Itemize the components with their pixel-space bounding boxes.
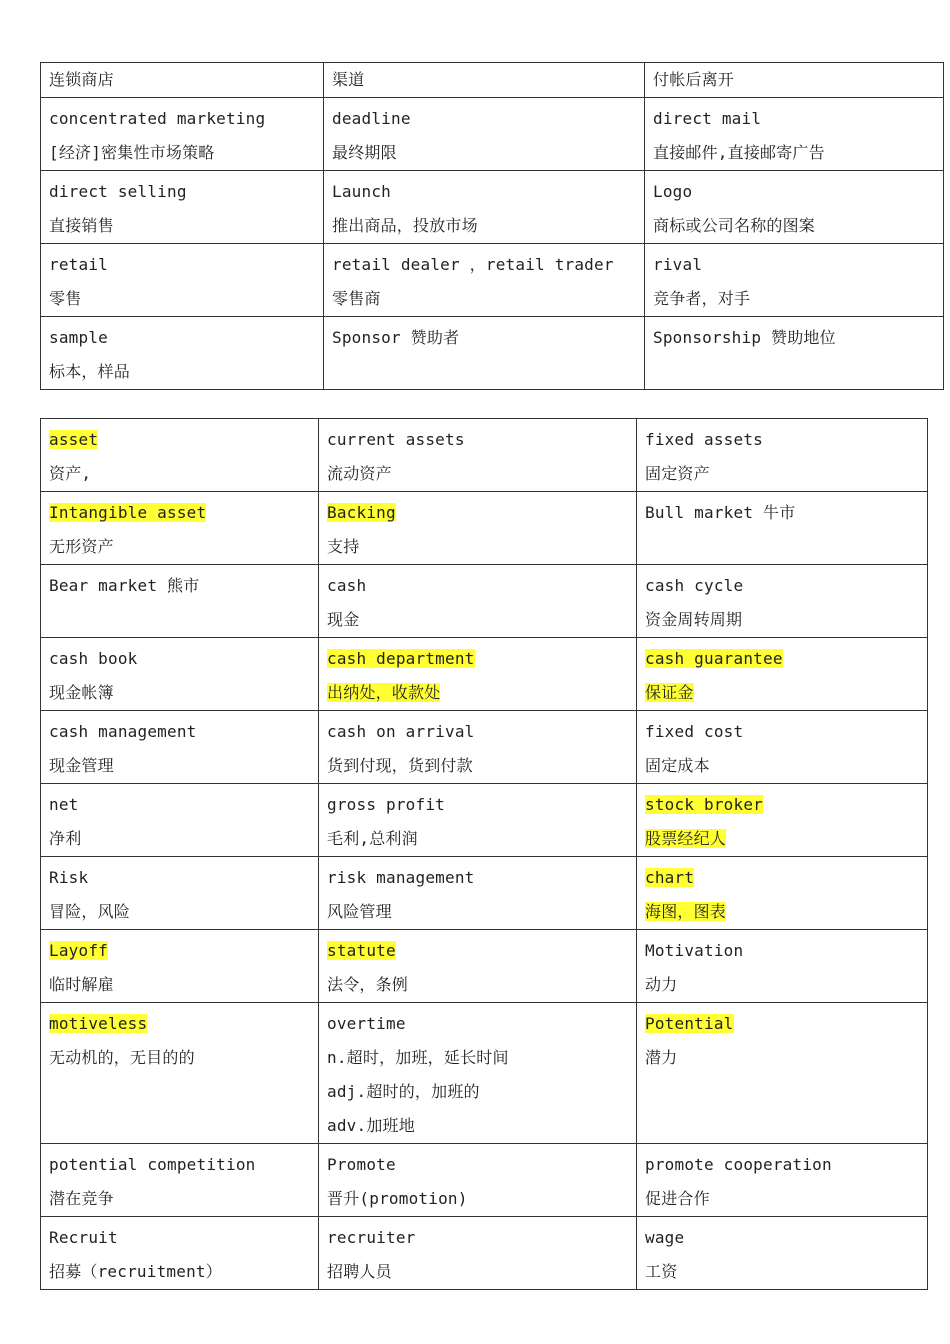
table-cell bbox=[637, 1003, 928, 1144]
definition-text: 推出商品，投放市场 bbox=[332, 216, 478, 235]
table-cell bbox=[645, 63, 944, 98]
term-text: wage bbox=[645, 1228, 685, 1247]
term-text: cash cycle bbox=[645, 576, 744, 595]
table-cell bbox=[41, 317, 324, 390]
table-cell bbox=[637, 565, 928, 638]
term-text: cash book bbox=[49, 649, 138, 668]
table-row bbox=[41, 317, 944, 390]
term-text: Layoff bbox=[49, 941, 108, 960]
term-text: 渠道 bbox=[332, 70, 365, 89]
table-cell bbox=[319, 565, 637, 638]
vocabulary-table-finance bbox=[40, 418, 928, 1290]
definition-text: 毛利,总利润 bbox=[327, 829, 418, 848]
term-text: retail dealer ，retail trader bbox=[332, 255, 614, 274]
definition-text: 现金 bbox=[327, 610, 360, 629]
term-text: stock broker bbox=[645, 795, 763, 814]
definition-text: adv.加班地 bbox=[327, 1116, 415, 1135]
term-text: potential competition bbox=[49, 1155, 256, 1174]
term-text: cash on arrival bbox=[327, 722, 475, 741]
definition-text: 固定成本 bbox=[645, 756, 710, 775]
definition-text: 零售商 bbox=[332, 289, 381, 308]
definition-text: 冒险，风险 bbox=[49, 902, 131, 921]
table-cell bbox=[319, 857, 637, 930]
term-text: Logo bbox=[653, 182, 693, 201]
table-row bbox=[41, 1217, 928, 1290]
term-text: cash bbox=[327, 576, 367, 595]
term-text: fixed assets bbox=[645, 430, 763, 449]
table-cell bbox=[41, 930, 319, 1003]
table-row bbox=[41, 1144, 928, 1217]
definition-text: 无动机的，无目的的 bbox=[49, 1048, 195, 1067]
definition-text: 固定资产 bbox=[645, 464, 710, 483]
table-cell bbox=[637, 638, 928, 711]
term-text: cash department bbox=[327, 649, 475, 668]
term-text: statute bbox=[327, 941, 396, 960]
table-cell bbox=[319, 1217, 637, 1290]
table-cell bbox=[637, 492, 928, 565]
definition-text: 现金帐簿 bbox=[49, 683, 114, 702]
term-text: current assets bbox=[327, 430, 465, 449]
definition-text: [经济]密集性市场策略 bbox=[49, 143, 215, 162]
term-text: Launch bbox=[332, 182, 391, 201]
definition-text: 招聘人员 bbox=[327, 1262, 392, 1281]
definition-text: 动力 bbox=[645, 975, 678, 994]
definition-text: 股票经纪人 bbox=[645, 829, 727, 848]
definition-text: 直接销售 bbox=[49, 216, 114, 235]
table-row bbox=[41, 63, 944, 98]
definition-text: 临时解雇 bbox=[49, 975, 114, 994]
table-cell bbox=[324, 171, 645, 244]
table-cell bbox=[645, 98, 944, 171]
table-cell bbox=[41, 63, 324, 98]
term-text: overtime bbox=[327, 1014, 406, 1033]
definition-text: 资产, bbox=[49, 464, 92, 483]
table-cell bbox=[41, 784, 319, 857]
table-row bbox=[41, 492, 928, 565]
table-cell bbox=[324, 63, 645, 98]
term-text: net bbox=[49, 795, 79, 814]
table-cell bbox=[319, 711, 637, 784]
table-cell bbox=[637, 711, 928, 784]
term-text: risk management bbox=[327, 868, 475, 887]
table-cell bbox=[41, 857, 319, 930]
definition-text: 保证金 bbox=[645, 683, 694, 702]
table-cell bbox=[637, 1217, 928, 1290]
term-text: fixed cost bbox=[645, 722, 744, 741]
definition-text: 招募（recruitment） bbox=[49, 1262, 222, 1281]
table-cell bbox=[41, 1003, 319, 1144]
term-text: cash management bbox=[49, 722, 197, 741]
table-cell bbox=[41, 244, 324, 317]
term-text: Bull market 牛市 bbox=[645, 503, 796, 522]
definition-text: 流动资产 bbox=[327, 464, 392, 483]
definition-text: 法令，条例 bbox=[327, 975, 409, 994]
definition-text: 零售 bbox=[49, 289, 82, 308]
table-cell bbox=[41, 638, 319, 711]
term-text: Intangible asset bbox=[49, 503, 207, 522]
term-text: Promote bbox=[327, 1155, 396, 1174]
table-cell bbox=[637, 857, 928, 930]
table-row bbox=[41, 1003, 928, 1144]
table-cell bbox=[319, 419, 637, 492]
definition-text: 最终期限 bbox=[332, 143, 397, 162]
table-cell bbox=[637, 419, 928, 492]
table-row bbox=[41, 565, 928, 638]
term-text: Backing bbox=[327, 503, 396, 522]
table-cell bbox=[637, 930, 928, 1003]
term-text: 付帐后离开 bbox=[653, 70, 735, 89]
table-row bbox=[41, 419, 928, 492]
definition-text: 风险管理 bbox=[327, 902, 392, 921]
definition-text: 商标或公司名称的图案 bbox=[653, 216, 816, 235]
table-cell bbox=[645, 244, 944, 317]
table-cell bbox=[319, 638, 637, 711]
table-cell bbox=[324, 98, 645, 171]
definition-text: 支持 bbox=[327, 537, 360, 556]
term-text: concentrated marketing bbox=[49, 109, 266, 128]
definition-text: 直接邮件,直接邮寄广告 bbox=[653, 143, 825, 162]
table-cell bbox=[319, 784, 637, 857]
term-text: Sponsor 赞助者 bbox=[332, 328, 460, 347]
term-text: asset bbox=[49, 430, 99, 449]
table-row bbox=[41, 930, 928, 1003]
term-text: Bear market 熊市 bbox=[49, 576, 200, 595]
table-cell bbox=[41, 492, 319, 565]
table-row bbox=[41, 98, 944, 171]
definition-text: 无形资产 bbox=[49, 537, 114, 556]
definition-text: 潜力 bbox=[645, 1048, 678, 1067]
term-text: direct selling bbox=[49, 182, 187, 201]
term-text: Potential bbox=[645, 1014, 734, 1033]
definition-text: 出纳处，收款处 bbox=[327, 683, 441, 702]
term-text: Recruit bbox=[49, 1228, 118, 1247]
table-cell bbox=[645, 171, 944, 244]
term-text: cash guarantee bbox=[645, 649, 783, 668]
table-row bbox=[41, 171, 944, 244]
table-cell bbox=[319, 1144, 637, 1217]
table-row bbox=[41, 244, 944, 317]
table-row bbox=[41, 711, 928, 784]
table-cell bbox=[41, 711, 319, 784]
table-cell bbox=[324, 244, 645, 317]
definition-text: 工资 bbox=[645, 1262, 678, 1281]
table-cell bbox=[319, 492, 637, 565]
table-cell bbox=[41, 1217, 319, 1290]
term-text: deadline bbox=[332, 109, 411, 128]
definition-text: 货到付现，货到付款 bbox=[327, 756, 473, 775]
definition-text: 潜在竞争 bbox=[49, 1189, 114, 1208]
vocabulary-table-marketing bbox=[40, 62, 944, 390]
table-cell bbox=[645, 317, 944, 390]
term-text: rival bbox=[653, 255, 703, 274]
term-text: recruiter bbox=[327, 1228, 416, 1247]
definition-text: adj.超时的，加班的 bbox=[327, 1082, 480, 1101]
table-cell bbox=[319, 1003, 637, 1144]
table-cell bbox=[41, 98, 324, 171]
table-cell bbox=[637, 784, 928, 857]
table-cell bbox=[41, 1144, 319, 1217]
definition-text: 现金管理 bbox=[49, 756, 114, 775]
term-text: Sponsorship 赞助地位 bbox=[653, 328, 836, 347]
definition-text: 竞争者，对手 bbox=[653, 289, 751, 308]
table-row bbox=[41, 857, 928, 930]
term-text: 连锁商店 bbox=[49, 70, 114, 89]
term-text: sample bbox=[49, 328, 108, 347]
definition-text: 净利 bbox=[49, 829, 82, 848]
definition-text: 海图，图表 bbox=[645, 902, 727, 921]
table-cell bbox=[319, 930, 637, 1003]
table-row bbox=[41, 638, 928, 711]
term-text: direct mail bbox=[653, 109, 762, 128]
term-text: retail bbox=[49, 255, 108, 274]
definition-text: 晋升(promotion) bbox=[327, 1189, 468, 1208]
table-cell bbox=[41, 419, 319, 492]
definition-text: 资金周转周期 bbox=[645, 610, 743, 629]
table-row bbox=[41, 784, 928, 857]
definition-text: 标本，样品 bbox=[49, 362, 131, 381]
term-text: Motivation bbox=[645, 941, 744, 960]
table-cell bbox=[41, 171, 324, 244]
table-cell bbox=[41, 565, 319, 638]
term-text: Risk bbox=[49, 868, 89, 887]
term-text: chart bbox=[645, 868, 695, 887]
term-text: motiveless bbox=[49, 1014, 148, 1033]
table-cell bbox=[324, 317, 645, 390]
term-text: promote cooperation bbox=[645, 1155, 832, 1174]
term-text: gross profit bbox=[327, 795, 445, 814]
table-cell bbox=[637, 1144, 928, 1217]
definition-text: n.超时，加班，延长时间 bbox=[327, 1048, 509, 1067]
definition-text: 促进合作 bbox=[645, 1189, 710, 1208]
